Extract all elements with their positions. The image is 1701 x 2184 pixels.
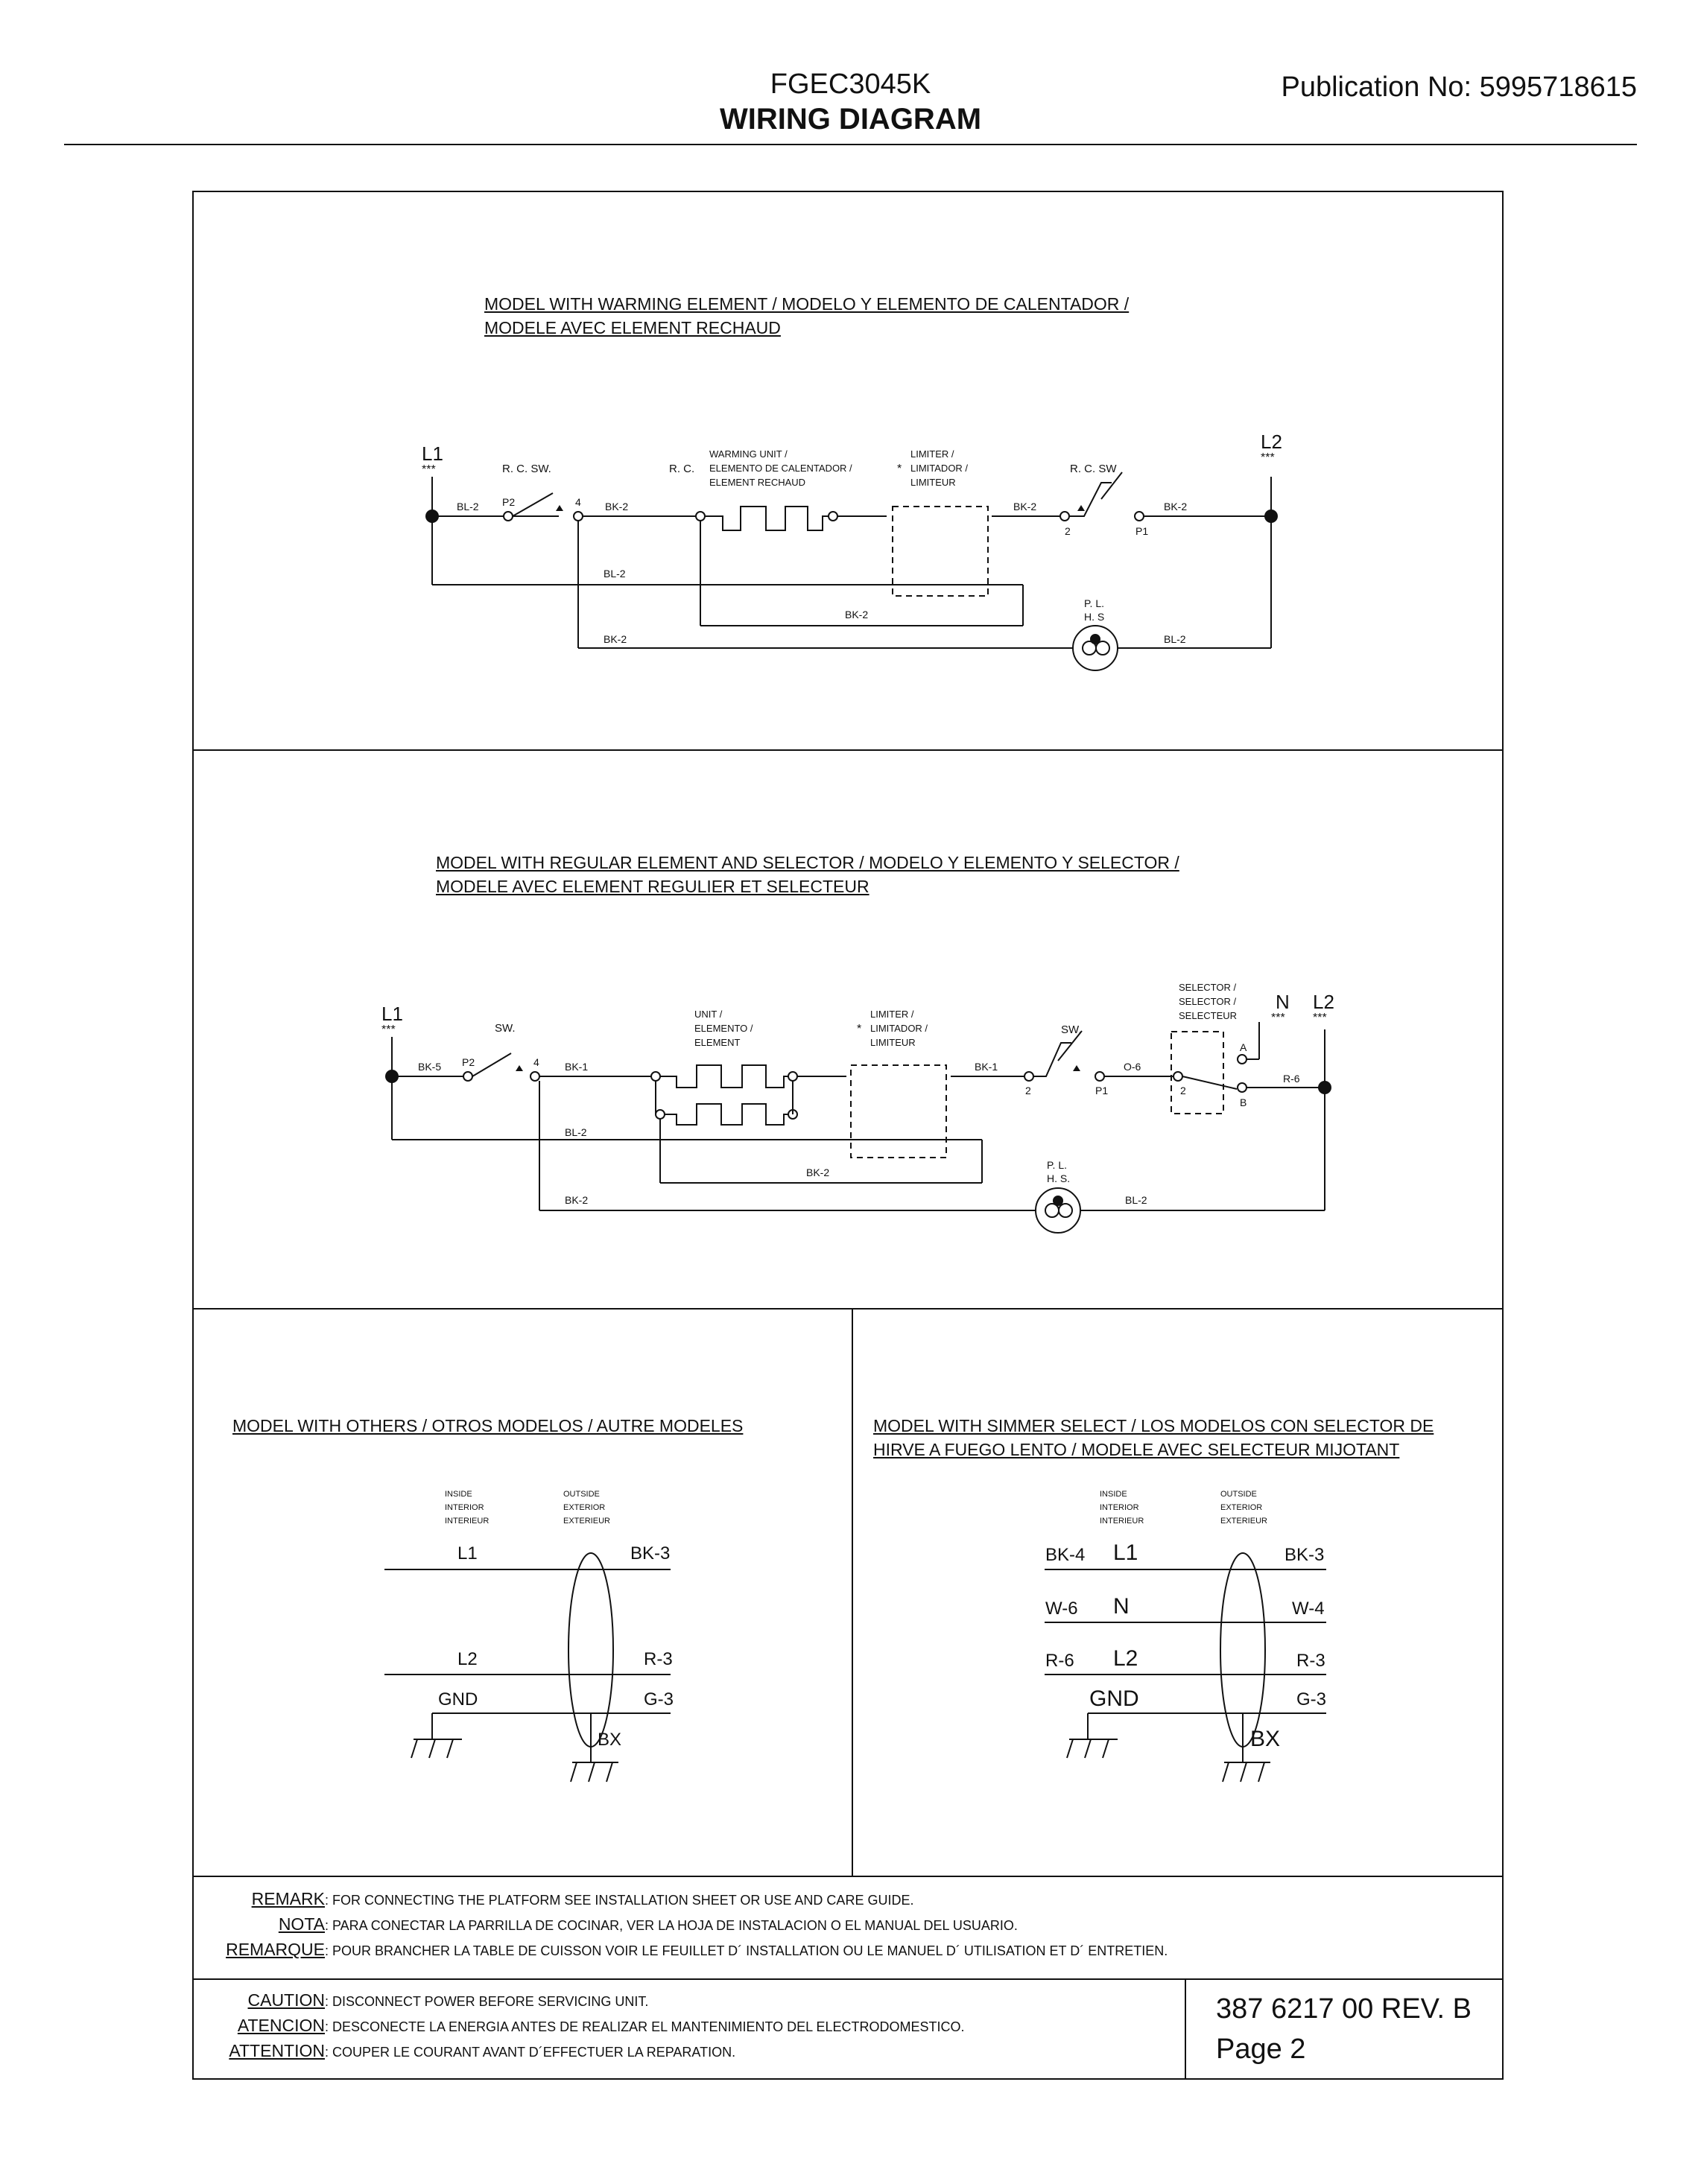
page-number: Page 2 xyxy=(1216,2034,1306,2065)
s4-l1: L1 xyxy=(1113,1540,1138,1565)
s2-wire-bl2-a: BL-2 xyxy=(565,1126,587,1138)
s1-l1-stars: *** xyxy=(422,463,436,476)
s4-gnd: GND xyxy=(1089,1686,1139,1711)
s2-n-label: N xyxy=(1276,991,1290,1013)
s3-g3: G-3 xyxy=(644,1689,674,1710)
s1-l1-label: L1 xyxy=(422,442,443,465)
attention-row xyxy=(201,2041,735,2061)
s2-l1-label: L1 xyxy=(381,1003,403,1025)
s3-l1: L1 xyxy=(457,1543,478,1564)
s2-selector-3: SELECTEUR xyxy=(1179,1010,1238,1021)
s1-rcsw-left: R. C. SW. xyxy=(502,463,551,475)
s2-t2-b: 2 xyxy=(1180,1085,1186,1096)
model-number: FGEC3045K xyxy=(770,69,931,100)
atencion-row xyxy=(201,2016,965,2036)
s2-wire-bk5: BK-5 xyxy=(418,1061,442,1073)
s1-warming-2: ELEMENTO DE CALENTADOR / xyxy=(709,463,852,474)
s4-outside: OUTSIDE EXTERIOR EXTERIEUR xyxy=(1220,1490,1267,1526)
remark-row xyxy=(201,1889,913,1909)
page-title: WIRING DIAGRAM xyxy=(719,103,982,136)
s3-outside: OUTSIDE EXTERIOR EXTERIEUR xyxy=(563,1490,610,1526)
attention-key: ATTENTION xyxy=(229,2041,325,2060)
s1-rcsw-right: R. C. SW xyxy=(1070,463,1117,475)
remark-text: : FOR CONNECTING THE PLATFORM SEE INSTALLATION SHEET OR USE AND CARE GUIDE. xyxy=(325,1893,914,1908)
s2-t4: 4 xyxy=(533,1056,539,1068)
document-number: 387 6217 00 REV. B xyxy=(1216,1993,1472,2025)
nota-key: NOTA xyxy=(278,1914,325,1934)
s1-wire-bk2-b: BK-2 xyxy=(1013,501,1037,512)
s1-wire-bk2-a: BK-2 xyxy=(605,501,629,512)
s3-gnd: GND xyxy=(438,1689,478,1710)
s1-warming-1: WARMING UNIT / xyxy=(709,448,788,460)
s1-p2: P2 xyxy=(502,496,516,508)
s1-warming-3: ELEMENT RECHAUD xyxy=(709,477,806,488)
s2-a: A xyxy=(1240,1041,1247,1053)
publication-number: Publication No: 5995718615 xyxy=(1281,72,1637,103)
caution-text: : DISCONNECT POWER BEFORE SERVICING UNIT. xyxy=(325,1994,649,2009)
s2-l2-label: L2 xyxy=(1313,991,1334,1013)
s2-wire-o6: O-6 xyxy=(1124,1061,1141,1073)
s2-p1: P1 xyxy=(1095,1085,1109,1096)
s2-limiter-1: LIMITER / xyxy=(870,1009,914,1020)
s2-wire-r6: R-6 xyxy=(1283,1073,1300,1085)
s3-bk3: BK-3 xyxy=(630,1543,671,1564)
s3-r3: R-3 xyxy=(644,1649,673,1669)
section4-title-2: HIRVE A FUEGO LENTO / MODELE AVEC SELECTEUR MIJOTANT xyxy=(873,1440,1400,1459)
s4-r6: R-6 xyxy=(1045,1651,1074,1671)
nota-row xyxy=(201,1914,1018,1934)
s1-wire-bl2-c: BL-2 xyxy=(1164,633,1186,645)
nota-text: : PARA CONECTAR LA PARRILLA DE COCINAR, VER LA HOJA DE INSTALACION O EL MANUAL DEL USUARIO. xyxy=(325,1918,1018,1933)
remarque-text: : POUR BRANCHER LA TABLE DE CUISSON VOIR LE FEUILLET D´ INSTALLATION OU LE MANUEL D´ UTILISATION ET D´ ENTRETIEN. xyxy=(325,1943,1168,1958)
s4-w6: W-6 xyxy=(1045,1599,1078,1619)
s2-unit-2: ELEMENTO / xyxy=(694,1023,753,1034)
s4-bx: BX xyxy=(1250,1727,1281,1751)
s2-b: B xyxy=(1240,1096,1247,1108)
s2-pl: P. L. xyxy=(1047,1159,1067,1171)
s1-wire-bk2-c: BK-2 xyxy=(1164,501,1188,512)
s2-selector-1: SELECTOR / xyxy=(1179,982,1237,993)
caution-key: CAUTION xyxy=(247,1990,325,2010)
caution-row xyxy=(201,1990,648,2010)
s2-l1-stars: *** xyxy=(381,1023,396,1036)
section2-title-1: MODEL WITH REGULAR ELEMENT AND SELECTOR / MODELO Y ELEMENTO Y SELECTOR / xyxy=(436,853,1179,872)
s4-l2: L2 xyxy=(1113,1646,1138,1671)
s2-sw-left: SW. xyxy=(495,1022,516,1035)
s2-wire-bk2-a: BK-2 xyxy=(806,1166,830,1178)
s1-wire-bl2-a: BL-2 xyxy=(457,501,479,512)
remark-key: REMARK xyxy=(251,1889,325,1908)
s1-t4: 4 xyxy=(575,496,581,508)
s2-sw-right: SW. xyxy=(1061,1023,1082,1036)
s1-limiter-2: LIMITADOR / xyxy=(910,463,969,474)
s1-wire-bk2-e: BK-2 xyxy=(604,633,627,645)
s4-r3: R-3 xyxy=(1296,1651,1325,1671)
s4-inside: INSIDE INTERIOR INTERIEUR xyxy=(1100,1490,1144,1526)
s1-hs: H. S xyxy=(1084,611,1105,623)
s2-unit-1: UNIT / xyxy=(694,1009,723,1020)
section1-title-2: MODELE AVEC ELEMENT RECHAUD xyxy=(484,318,781,337)
section1-title-1: MODEL WITH WARMING ELEMENT / MODELO Y ELEMENTO DE CALENTADOR / xyxy=(484,294,1130,314)
s2-wire-bk1-a: BK-1 xyxy=(565,1061,589,1073)
s3-inside: INSIDE INTERIOR INTERIEUR xyxy=(445,1490,490,1526)
s2-unit-3: ELEMENT xyxy=(694,1037,741,1048)
s2-t2-a: 2 xyxy=(1025,1085,1031,1096)
s2-limiter-2: LIMITADOR / xyxy=(870,1023,928,1034)
s4-n: N xyxy=(1113,1594,1130,1619)
s1-pl: P. L. xyxy=(1084,597,1104,609)
s2-n-stars: *** xyxy=(1271,1012,1285,1024)
s2-limiter-3: LIMITEUR xyxy=(870,1037,916,1048)
s1-l2-label: L2 xyxy=(1261,431,1282,453)
s4-g3: G-3 xyxy=(1296,1689,1327,1710)
s2-selector-2: SELECTOR / xyxy=(1179,996,1237,1007)
s1-limiter-3: LIMITEUR xyxy=(910,477,956,488)
remarque-key: REMARQUE xyxy=(226,1940,325,1959)
remarque-row xyxy=(201,1940,1168,1960)
s1-l2-stars: *** xyxy=(1261,451,1275,464)
s3-l2: L2 xyxy=(457,1649,478,1669)
s1-rc: R. C. xyxy=(669,463,695,475)
s4-w4: W-4 xyxy=(1292,1599,1325,1619)
atencion-text: : DESCONECTE LA ENERGIA ANTES DE REALIZAR EL MANTENIMIENTO DEL ELECTRODOMESTICO. xyxy=(325,2019,965,2034)
s3-bx: BX xyxy=(598,1730,622,1750)
atencion-key: ATENCION xyxy=(237,2016,325,2035)
s2-wire-bk2-b: BK-2 xyxy=(565,1194,589,1206)
s2-p2: P2 xyxy=(462,1056,475,1068)
s1-wire-bl2-b: BL-2 xyxy=(604,568,626,580)
s2-hs: H. S. xyxy=(1047,1172,1071,1184)
s1-limiter-1: LIMITER / xyxy=(910,448,954,460)
s4-bk4: BK-4 xyxy=(1045,1545,1086,1565)
s1-p1: P1 xyxy=(1135,525,1149,537)
s1-wire-bk2-d: BK-2 xyxy=(845,609,869,620)
s1-limiter-star: * xyxy=(897,463,902,475)
s4-bk3: BK-3 xyxy=(1285,1545,1325,1565)
section2-title-2: MODELE AVEC ELEMENT REGULIER ET SELECTEUR xyxy=(436,877,869,896)
section4-title-1: MODEL WITH SIMMER SELECT / LOS MODELOS CON SELECTOR DE xyxy=(873,1416,1434,1435)
s2-l2-stars: *** xyxy=(1313,1012,1327,1024)
s1-t2: 2 xyxy=(1065,525,1071,537)
s2-wire-bk1-b: BK-1 xyxy=(975,1061,998,1073)
attention-text: : COUPER LE COURANT AVANT D´EFFECTUER LA REPARATION. xyxy=(325,2045,736,2060)
section3-title: MODEL WITH OTHERS / OTROS MODELOS / AUTRE MODELES xyxy=(232,1416,744,1435)
s2-limiter-star: * xyxy=(857,1023,862,1035)
s2-wire-bl2-b: BL-2 xyxy=(1125,1194,1147,1206)
